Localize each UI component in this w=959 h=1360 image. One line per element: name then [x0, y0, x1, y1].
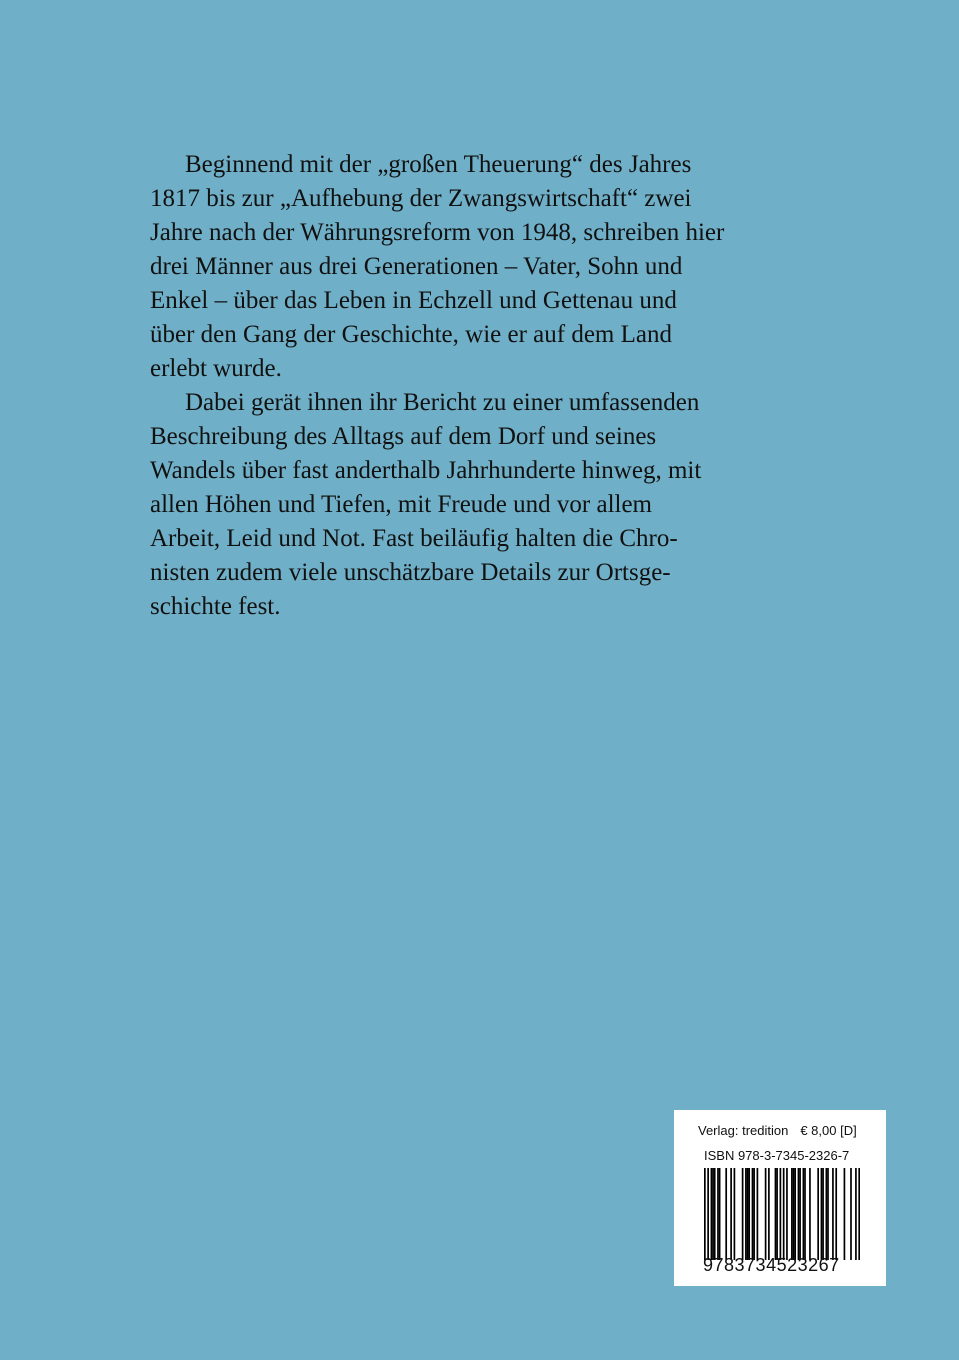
blurb-line: allen Höhen und Tiefen, mit Freude und vor allem	[150, 491, 653, 518]
barcode-bar	[748, 1168, 750, 1260]
blurb-line: Arbeit, Leid und Not. Fast beiläufig halten die Chro-	[150, 525, 678, 552]
barcode-bar	[752, 1168, 754, 1260]
barcode-bar	[798, 1168, 800, 1260]
barcode-bar	[768, 1168, 770, 1260]
blurb-line: nisten zudem viele unschätzbare Details zur Ortsge-	[150, 559, 671, 586]
barcode-bar	[730, 1168, 732, 1260]
barcode-bar	[835, 1168, 837, 1260]
blurb-line: schichte fest.	[150, 593, 281, 620]
barcode-bar	[745, 1168, 747, 1260]
barcode-bar	[786, 1168, 788, 1260]
barcode-bar	[794, 1168, 796, 1260]
blurb-line: Beschreibung des Alltags auf dem Dorf und seines	[150, 423, 657, 450]
publisher-price-line	[698, 1123, 857, 1138]
barcode-bar	[776, 1168, 778, 1260]
barcode-bar	[832, 1168, 834, 1260]
publisher-name: Verlag: tredition	[698, 1123, 789, 1138]
barcode-bar	[753, 1168, 755, 1260]
barcode-bar	[707, 1168, 709, 1260]
blurb-line: erlebt wurde.	[150, 355, 282, 382]
back-cover-blurb	[150, 148, 810, 624]
barcode-bar	[803, 1168, 805, 1260]
barcode-bar	[704, 1168, 706, 1260]
barcode-bar	[757, 1168, 759, 1260]
barcode-bar	[742, 1168, 744, 1260]
isbn-number: ISBN 978-3-7345-2326-7	[704, 1148, 850, 1163]
barcode-bar	[775, 1168, 777, 1260]
barcode-bar	[822, 1168, 824, 1260]
barcode-bar	[809, 1168, 811, 1260]
barcode-bar	[747, 1168, 749, 1260]
barcode-bar	[799, 1168, 801, 1260]
blurb-line: über den Gang der Geschichte, wie er auf dem Land	[150, 321, 672, 348]
price-label: € 8,00 [D]	[800, 1123, 857, 1138]
barcode-bar	[780, 1168, 782, 1260]
barcode-bar	[714, 1168, 716, 1260]
blurb-line: drei Männer aus drei Generationen – Vater, Sohn und	[150, 253, 683, 280]
blurb-paragraph-2	[150, 386, 810, 624]
barcode-bar	[821, 1168, 823, 1260]
blurb-line: Wandels über fast anderthalb Jahrhunderte hinweg, mit	[150, 457, 702, 484]
barcode-bar	[827, 1168, 829, 1260]
barcode-bar	[793, 1168, 795, 1260]
barcode-bar	[783, 1168, 785, 1260]
barcode-icon	[704, 1168, 860, 1260]
blurb-paragraph-1	[150, 148, 810, 386]
barcode-bar	[712, 1168, 714, 1260]
barcode-bar	[858, 1168, 860, 1260]
blurb-line: Jahre nach der Währungsreform von 1948, schreiben hier	[150, 219, 725, 246]
blurb-line: Enkel – über das Leben in Echzell und Gettenau und	[150, 287, 677, 314]
blurb-line: Beginnend mit der „großen Theuerung“ des Jahres	[185, 151, 692, 178]
barcode-bar	[717, 1168, 719, 1260]
blurb-line: 1817 bis zur „Aufhebung der Zwangswirtschaft“ zwei	[150, 185, 692, 212]
barcode-bar	[719, 1168, 721, 1260]
isbn-barcode-label	[674, 1110, 886, 1286]
ean-number: 9783734523267	[703, 1255, 840, 1275]
barcode-bar	[804, 1168, 806, 1260]
barcode-bar	[711, 1168, 713, 1260]
barcode-bar	[850, 1168, 852, 1260]
barcode-bar	[855, 1168, 857, 1260]
blurb-line: Dabei gerät ihnen ihr Bericht zu einer umfassenden	[185, 389, 700, 416]
barcode-bar	[765, 1168, 767, 1260]
barcode-bar	[725, 1168, 727, 1260]
barcode-bar	[734, 1168, 736, 1260]
barcode-bar	[791, 1168, 793, 1260]
barcode-bar	[844, 1168, 846, 1260]
barcode-bar	[826, 1168, 828, 1260]
barcode-bar	[817, 1168, 819, 1260]
